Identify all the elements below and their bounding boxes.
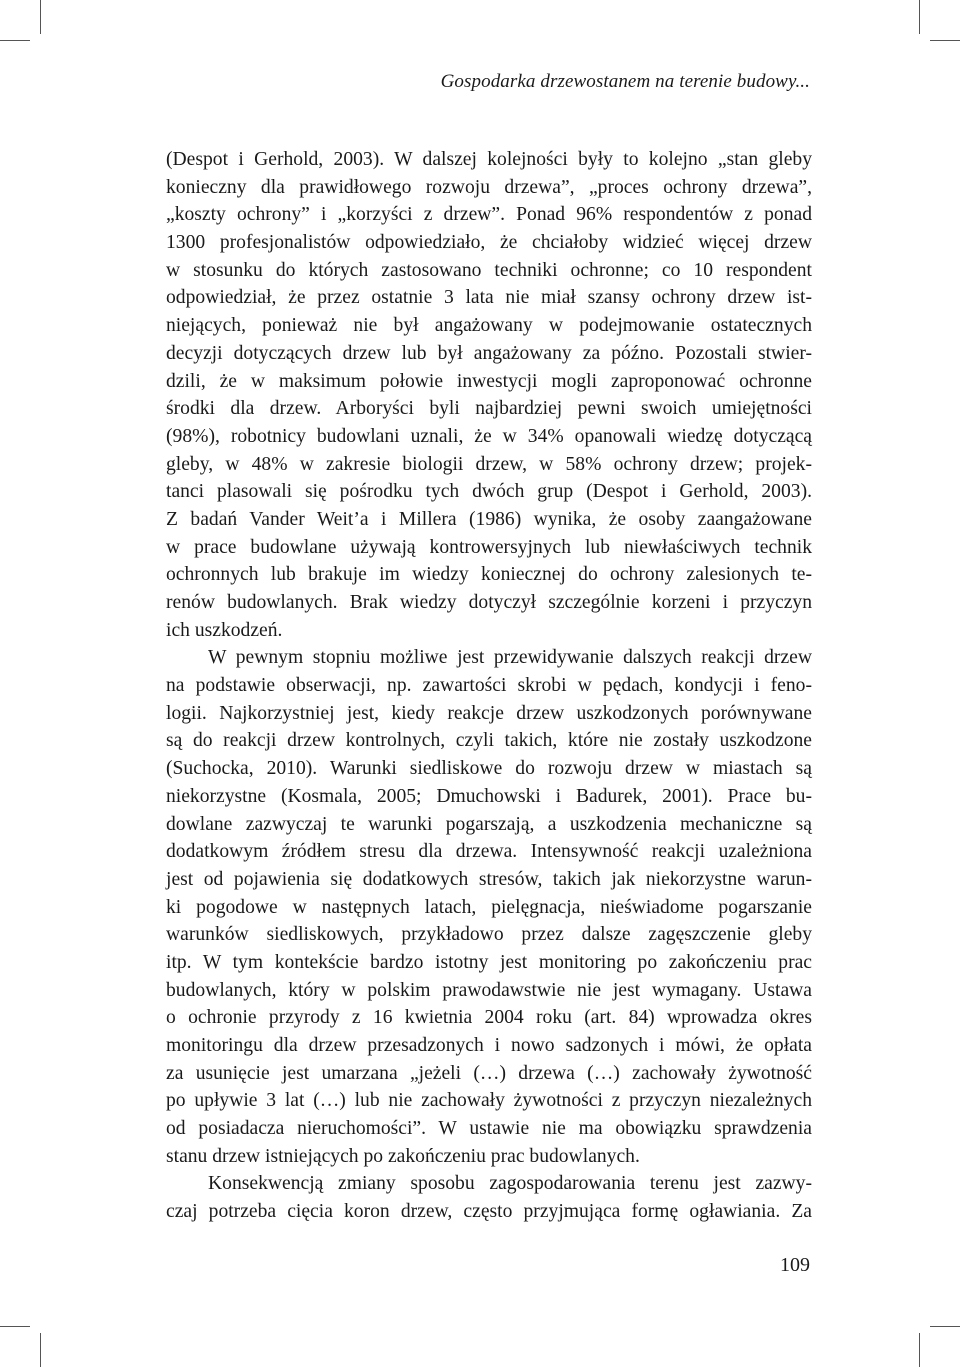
text-line: dowlane zazwyczaj te warunki pogarszają, a uszkodzenia mechaniczne są [166, 813, 812, 835]
crop-mark-bottom-right [919, 1333, 920, 1367]
text-line: od posiadacza nieruchomości”. W ustawie nie ma obowiązku sprawdzenia [166, 1118, 812, 1140]
text-line: W pewnym stopniu możliwe jest przewidywanie dalszych reakcji drzew [208, 647, 812, 669]
text-line: czaj potrzeba cięcia koron drzew, często przyjmująca formę ogławiania. Za [166, 1201, 812, 1223]
text-line: jest od pojawienia się dodatkowych stresów, takich jak niekorzystne warun- [166, 868, 812, 890]
text-line: konieczny dla prawidłowego rozwoju drzewa”, „proces ochrony drzewa”, [166, 176, 812, 198]
text-line: dzili, że w maksimum połowie inwestycji mogli zaproponować ochronne [166, 370, 812, 392]
crop-mark-bottom-left [40, 1333, 41, 1367]
text-line: na podstawie obserwacji, np. zawartości skrobi w pędach, kondycji i feno- [166, 675, 812, 697]
text-line: tanci plasowali się pośrodku tych dwóch grup (Despot i Gerhold, 2003). [166, 481, 812, 503]
text-line: (98%), robotnicy budowlani uznali, że w 34% opanowali wiedzę dotyczącą [166, 425, 812, 447]
text-line: budowlanych, który w polskim prawodawstwie nie jest wymagany. Ustawa [166, 979, 812, 1001]
text-line: odpowiedział, że przez ostatnie 3 lata nie miał szansy ochrony drzew ist- [166, 287, 812, 309]
text-line: w prace budowlane używają kontrowersyjnych lub niewłaściwych technik [166, 536, 812, 558]
text-line: (Despot i Gerhold, 2003). W dalszej kolejności były to kolejno „stan gleby [166, 149, 812, 170]
text-line: stanu drzew istniejących po zakończeniu prac budowlanych. [166, 1145, 640, 1167]
text-line: „koszty ochrony” i „korzyści z drzew”. Ponad 96% respondentów z ponad [166, 204, 812, 226]
text-line: o ochronie przyrody z 16 kwietnia 2004 roku (art. 84) wprowadza okres [166, 1007, 812, 1029]
text-line: gleby, w 48% w zakresie biologii drzew, w 58% ochrony drzew; projek- [166, 453, 812, 475]
crop-mark-bottom-right-h [930, 1326, 960, 1327]
text-line: logii. Najkorzystniej jest, kiedy reakcje drzew uszkodzonych porównywane [166, 702, 812, 724]
text-line: niejących, ponieważ nie był angażowany w podejmowanie ostatecznych [166, 315, 812, 337]
running-header: Gospodarka drzewostanem na terenie budowy... [440, 71, 810, 92]
text-line: decyzji dotyczących drzew lub był angażowany za późno. Pozostali stwier- [166, 342, 812, 364]
text-line: (Suchocka, 2010). Warunki siedliskowe do rozwoju drzew w miastach są [166, 758, 812, 780]
text-line: po upływie 3 lat (…) lub nie zachowały żywotności z przyczyn niezależnych [166, 1090, 812, 1112]
text-line: renów budowlanych. Brak wiedzy dotyczył szczególnie korzeni i przyczyn [166, 592, 812, 613]
text-line: itp. W tym kontekście bardzo istotny jest monitoring po zakończeniu prac [166, 951, 812, 973]
crop-mark-top-right-h [930, 40, 960, 41]
text-line: w stosunku do których zastosowano techniki ochronne; co 10 respondent [166, 259, 812, 281]
text-line: ochronnych lub brakuje im wiedzy koniecznej do ochrony zalesionych te- [166, 564, 812, 586]
text-line: ki pogodowe w następnych latach, pielęgnacja, nieświadome pogarszanie [166, 896, 812, 918]
text-line: warunków siedliskowych, przykładowo przez dalsze zagęszczenie gleby [166, 924, 812, 946]
page-number: 109 [780, 1254, 810, 1276]
crop-mark-top-left-h [0, 40, 30, 41]
text-line: monitoringu dla drzew przesadzonych i nowo sadzonych i mówi, że opłata [166, 1035, 812, 1056]
text-line: 1300 profesjonalistów odpowiedziało, że chciałoby widzieć więcej drzew [166, 232, 812, 254]
text-line: środki dla drzew. Arboryści byli najbardziej pewni swoich umiejętności [166, 398, 812, 420]
text-line: są do reakcji drzew kontrolnych, czyli takich, które nie zostały uszkodzone [166, 730, 812, 752]
text-line: Konsekwencją zmiany sposobu zagospodarowania terenu jest zazwy- [208, 1173, 812, 1195]
text-line: dodatkowym źródłem stresu dla drzewa. Intensywność reakcji uzależniona [166, 841, 812, 863]
text-line: ich uszkodzeń. [166, 619, 283, 641]
body-text [166, 146, 812, 1226]
text-line: niekorzystne (Kosmala, 2005; Dmuchowski i Badurek, 2001). Prace bu- [166, 785, 812, 807]
crop-mark-bottom-left-h [0, 1326, 30, 1327]
text-line: Z badań Vander Weit’a i Millera (1986) wynika, że osoby zaangażowane [166, 508, 812, 530]
text-line: za usunięcie jest umarzana „jeżeli (…) drzewa (…) zachowały żywotność [166, 1062, 812, 1084]
crop-mark-top-right [919, 0, 920, 34]
crop-mark-top-left [40, 0, 41, 34]
